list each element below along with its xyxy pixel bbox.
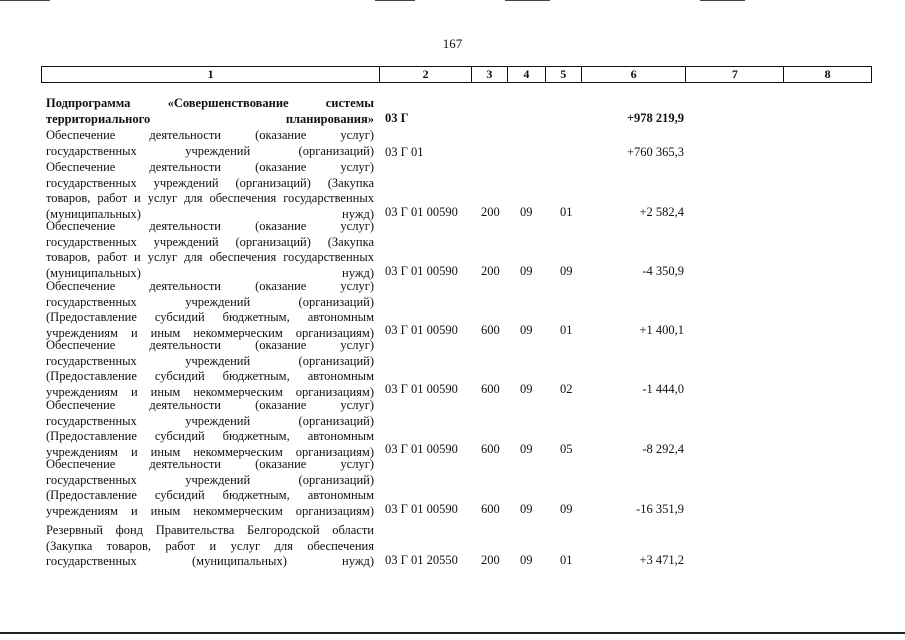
row-target-code: 03 Г <box>385 111 409 125</box>
row-description: Обеспечение деятельности (оказание услуг) государственных учреждений (организаций) (Предоставление субсидий бюджетным, автономным учреждениям и иным некоммерческим организациям) <box>46 457 374 518</box>
row-target-code: 03 Г 01 <box>385 145 424 159</box>
scan-edge-mark <box>375 0 415 1</box>
row-section: 09 <box>520 502 533 516</box>
row-amount: +978 219,9 <box>626 111 684 125</box>
row-subsection: 01 <box>560 323 573 337</box>
scan-edge-mark <box>505 0 550 1</box>
scan-edge-mark <box>0 0 50 1</box>
row-amount: -4 350,9 <box>642 264 684 278</box>
header-col-5: 5 <box>546 67 582 82</box>
row-target-code: 03 Г 01 00590 <box>385 264 458 278</box>
row-expense-type: 200 <box>481 264 500 278</box>
row-target-code: 03 Г 01 20550 <box>385 553 458 567</box>
row-description: Подпрограмма «Совершенствование системы территориального планирования» <box>46 96 374 126</box>
row-description: Обеспечение деятельности (оказание услуг) государственных учреждений (организаций) <box>46 128 374 158</box>
scan-bottom-edge <box>0 632 905 634</box>
page-number: 167 <box>442 36 463 51</box>
row-target-code: 03 Г 01 00590 <box>385 502 458 516</box>
row-target-code: 03 Г 01 00590 <box>385 382 458 396</box>
header-col-7: 7 <box>686 67 784 82</box>
row-amount: +2 582,4 <box>639 205 684 219</box>
row-subsection: 05 <box>560 442 573 456</box>
row-target-code: 03 Г 01 00590 <box>385 205 458 219</box>
header-col-8: 8 <box>824 67 831 81</box>
row-section: 09 <box>520 264 533 278</box>
header-col-6: 6 <box>582 67 687 82</box>
row-amount: +760 365,3 <box>626 145 684 159</box>
header-col-3: 3 <box>472 67 508 82</box>
header-col-2: 2 <box>380 67 472 82</box>
row-section: 09 <box>520 382 533 396</box>
row-subsection: 02 <box>560 382 573 396</box>
row-section: 09 <box>520 205 533 219</box>
row-target-code: 03 Г 01 00590 <box>385 442 458 456</box>
row-amount: +1 400,1 <box>639 323 684 337</box>
row-expense-type: 600 <box>481 442 500 456</box>
row-section: 09 <box>520 323 533 337</box>
row-subsection: 01 <box>560 553 573 567</box>
row-expense-type: 200 <box>481 205 500 219</box>
table-header <box>41 66 872 83</box>
row-subsection: 09 <box>560 502 573 516</box>
row-section: 09 <box>520 442 533 456</box>
header-col-4: 4 <box>508 67 546 82</box>
row-subsection: 09 <box>560 264 573 278</box>
row-amount: -16 351,9 <box>636 502 684 516</box>
row-target-code: 03 Г 01 00590 <box>385 323 458 337</box>
row-description: Обеспечение деятельности (оказание услуг) государственных учреждений (организаций) (Предоставление субсидий бюджетным, автономным учреждениям и иным некоммерческим организациям) <box>46 279 374 340</box>
row-description: Обеспечение деятельности (оказание услуг) государственных учреждений (организаций) (Закупка товаров, работ и услуг для обеспечения государственных (муниципальных) нужд) <box>46 219 374 280</box>
row-description: Обеспечение деятельности (оказание услуг) государственных учреждений (организаций) (Предоставление субсидий бюджетным, автономным учреждениям и иным некоммерческим организациям) <box>46 398 374 459</box>
row-expense-type: 600 <box>481 382 500 396</box>
row-expense-type: 600 <box>481 502 500 516</box>
row-amount: -1 444,0 <box>642 382 684 396</box>
row-expense-type: 200 <box>481 553 500 567</box>
header-col-1: 1 <box>42 67 380 82</box>
row-description: Резервный фонд Правительства Белгородской области (Закупка товаров, работ и услуг для обеспечения государственных (муниципальных) нужд) <box>46 523 374 568</box>
row-description: Обеспечение деятельности (оказание услуг) государственных учреждений (организаций) (Предоставление субсидий бюджетным, автономным учреждениям и иным некоммерческим организациям) <box>46 338 374 399</box>
row-amount: -8 292,4 <box>642 442 684 456</box>
row-section: 09 <box>520 553 533 567</box>
scan-edge-mark <box>700 0 745 1</box>
row-expense-type: 600 <box>481 323 500 337</box>
row-amount: +3 471,2 <box>639 553 684 567</box>
row-subsection: 01 <box>560 205 573 219</box>
row-description: Обеспечение деятельности (оказание услуг) государственных учреждений (организаций) (Закупка товаров, работ и услуг для обеспечения государственных (муниципальных) нужд) <box>46 160 374 221</box>
